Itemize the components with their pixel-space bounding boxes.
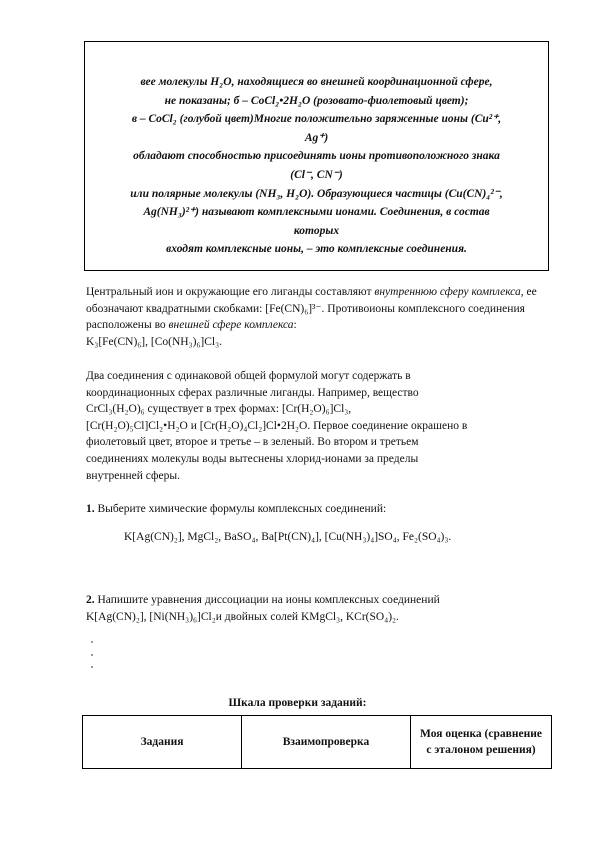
- text: , ее обозначают квадратными скобками: [Fe(CN)₆]³⁻. Противоионы комплексного соединения расположены во: [86, 286, 537, 332]
- header-line: Моя оценка (сравнение: [420, 728, 542, 740]
- info-line: или полярные молекулы (NH₃, H₂O). Образующиеся частицы (Cu(CN)₄²⁻,: [130, 187, 503, 200]
- check-table: [82, 715, 552, 769]
- task-number: 2.: [86, 594, 95, 606]
- task-2: [86, 592, 556, 625]
- dot-marker: [91, 666, 93, 668]
- task-text: Напишите уравнения диссоциации на ионы комплексных соединений: [94, 594, 440, 606]
- task-formulas: K[Ag(CN)₂], [Ni(NH₃)₆]Cl₂и двойных солей KMgCl₃, KCr(SO₄)₂.: [86, 610, 399, 623]
- info-line: не показаны; б – CoCl₂•2H₂O (розовато-фиолетовый цвет);: [164, 94, 469, 107]
- paragraph-line: Два соединения с одинаковой общей формулой могут содержать в: [86, 370, 411, 382]
- info-line: Ag(NH₃)²⁺) называют комплексными ионами. Соединения, в состав: [143, 206, 490, 219]
- text: :: [293, 319, 297, 332]
- example-formulas: K₃[Fe(CN)₆], [Co(NH₃)₆]Cl₃.: [86, 335, 222, 348]
- task-1-formulas: K[Ag(CN)₂], MgCl₂, BaSO₄, Ba[Pt(CN)₄], [Cu(NH₃)₄]SO₄, Fe₂(SO₄)₃.: [124, 531, 452, 543]
- header-peer-review: Взаимопроверка: [242, 716, 411, 769]
- scale-title: Шкала проверки заданий:: [228, 697, 367, 709]
- info-line: в – CoCl₂ (голубой цвет)Многие положительно заряженные ионы (Cu²⁺,: [131, 113, 502, 126]
- term-outer-sphere: внешней сфере комплекса: [168, 319, 294, 332]
- paragraph-line: соединениях молекулы воды вытеснены хлорид-ионами за пределы: [86, 452, 419, 465]
- info-line: входят комплексные ионы, – это комплексные соединения.: [166, 243, 467, 256]
- task-text: Выберите химические формулы комплексных соединений:: [94, 503, 387, 515]
- info-line: обладают способностью присоединять ионы противоположного знака: [133, 150, 500, 163]
- table-row: [83, 716, 552, 769]
- paragraph-line: [Cr(H₂O)₅Cl]Cl₂•H₂O и [Cr(H₂O)₄Cl₂]Cl•2H₂O. Первое соединение окрашено в: [86, 419, 468, 432]
- paragraph-line: CrCl₃(H₂O)₆ существует в трех формах: [Cr(H₂O)₆]Cl₃,: [86, 403, 352, 416]
- paragraph-isomers: [86, 368, 556, 484]
- paragraph-line: внутренней сферы.: [86, 469, 180, 482]
- paragraph-inner-sphere: [86, 284, 556, 350]
- paragraph-line: координационных сферах различные лиганды. Например, вещество: [86, 386, 419, 399]
- term-inner-sphere: внутреннюю сферу комплекса: [374, 286, 521, 298]
- dot-marker: [91, 654, 93, 656]
- header-line: с эталоном решения): [426, 744, 536, 756]
- info-line: которых: [293, 224, 340, 237]
- paragraph-line: фиолетовый цвет, второе и третье – в зеленый. Во втором и третьем: [86, 436, 419, 449]
- header-my-grade: [411, 716, 552, 769]
- info-line: вее молекулы H₂O, находящиеся во внешней координационной сфере,: [140, 76, 493, 88]
- info-box-text: [84, 73, 549, 259]
- text: Центральный ион и окружающие его лиганды составляют: [86, 286, 375, 298]
- task-number: 1.: [86, 503, 95, 515]
- info-line: Ag⁺): [304, 131, 329, 144]
- info-line: (Cl⁻, CN⁻): [290, 168, 343, 181]
- dot-marker: [91, 641, 93, 643]
- header-tasks: Задания: [83, 716, 242, 769]
- task-1: [86, 501, 556, 518]
